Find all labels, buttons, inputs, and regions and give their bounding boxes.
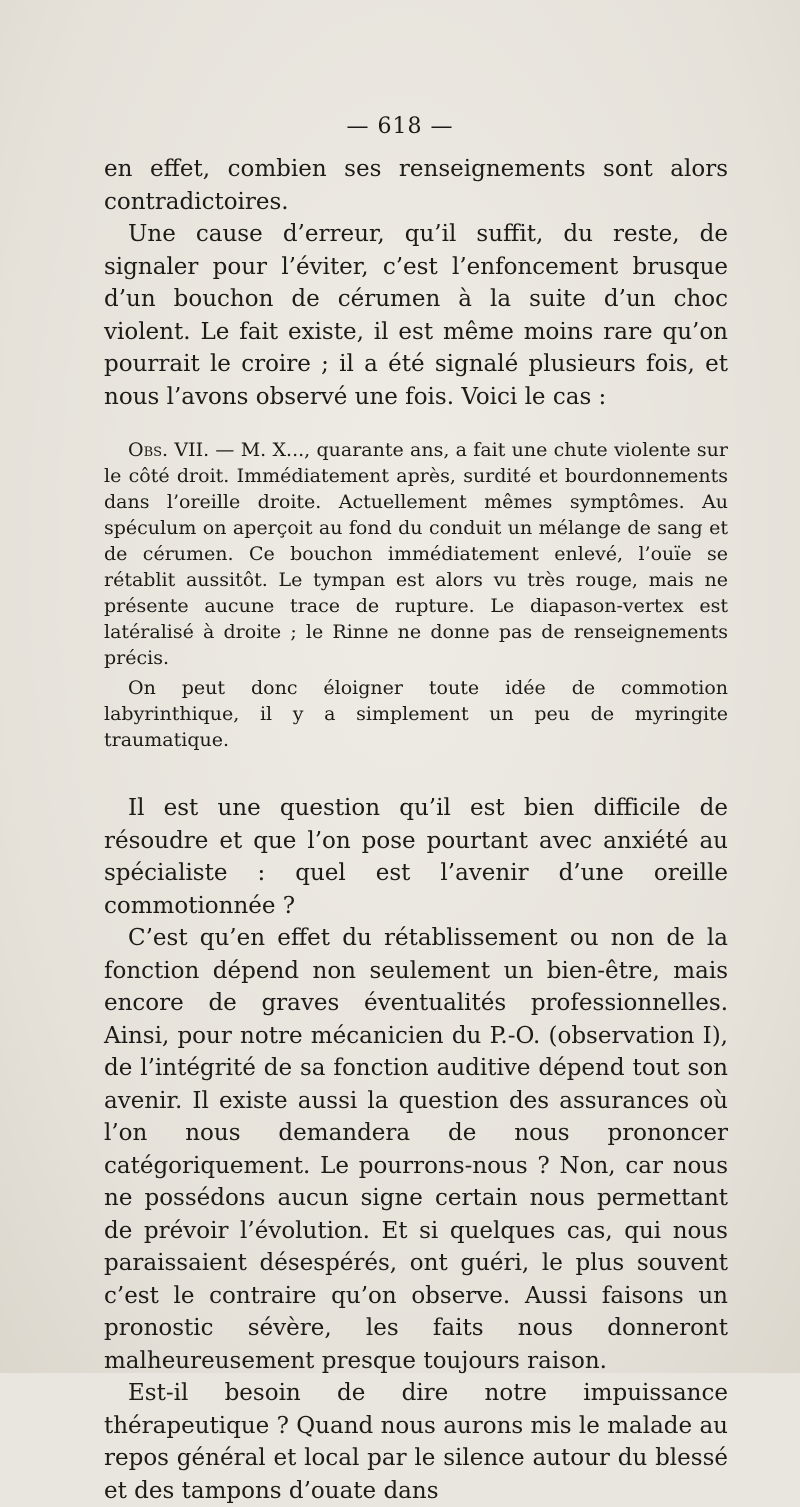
observation-text: — M. X..., quarante ans, a fait une chute violente sur le côté droit. Immédiatement après, surdité et bourdonnements dans l’oreille droite. Actuellement mêmes symptômes. Au spéculum on aperçoit au fond du conduit un mélange de sang et de cérumen. Ce bouchon immédiatement enlevé, l’ouïe se rétablit aussitôt. Le tympan est alors vu très rouge, mais ne présente aucune trace de rupture. Le diapason-vertex est latéralisé à droite ; le Rinne ne donne pas de renseignements précis. [104,439,728,669]
paragraph-therapeutic: Est-il besoin de dire notre impuissance thérapeutique ? Quand nous aurons mis le malade au repos général et local par le silence autour du blessé et des tampons d’ouate dans [104,1380,728,1504]
page-number: — 618 — [346,114,454,139]
paragraph-function-recovery: C’est qu’en effet du rétablissement ou non de la fonction dépend non seulement un bien-être, mais encore de graves éventualités professionnelles. Ainsi, pour notre mécanicien du P.-O. (observation I), de l’intégrité de sa fonction auditive dépend tout son avenir. Il existe aussi la question des assurances où l’on nous demandera de nous prononcer catégoriquement. Le pourrons-nous ? Non, car nous ne possédons aucun signe certain nous permettant de prévoir l’évolution. Et si quelques cas, qui nous paraissaient désespérés, ont guéri, le plus souvent c’est le contraire qu’on observe. Aussi faisons un pronostic sévère, les faits nous donneront malheureusement presque toujours raison. [104,925,728,1374]
observation-vii [104,437,728,671]
paragraph-error-cause: Une cause d’erreur, qu’il suffit, du reste, de signaler pour l’éviter, c’est l’enfoncement brusque d’un bouchon de cérumen à la suite d’un choc violent. Le fait existe, il est même moins rare qu’on pourrait le croire ; il a été signalé plusieurs fois, et nous l’avons observé une fois. Voici le cas : [104,221,728,410]
section-gap [104,753,728,792]
paragraph-continuation: en effet, combien ses renseignements sont alors contradictoires. [104,156,728,215]
observation-label: Obs. VII. [128,439,210,461]
observation-conclusion: On peut donc éloigner toute idée de commotion labyrinthique, il y a simplement un peu de myringite traumatique. [104,677,728,751]
paragraph-prognosis-question: Il est une question qu’il est bien difficile de résoudre et que l’on pose pourtant avec anxiété au spécialiste : quel est l’avenir d’une oreille commotionnée ? [104,795,728,919]
page-content [104,153,728,1507]
